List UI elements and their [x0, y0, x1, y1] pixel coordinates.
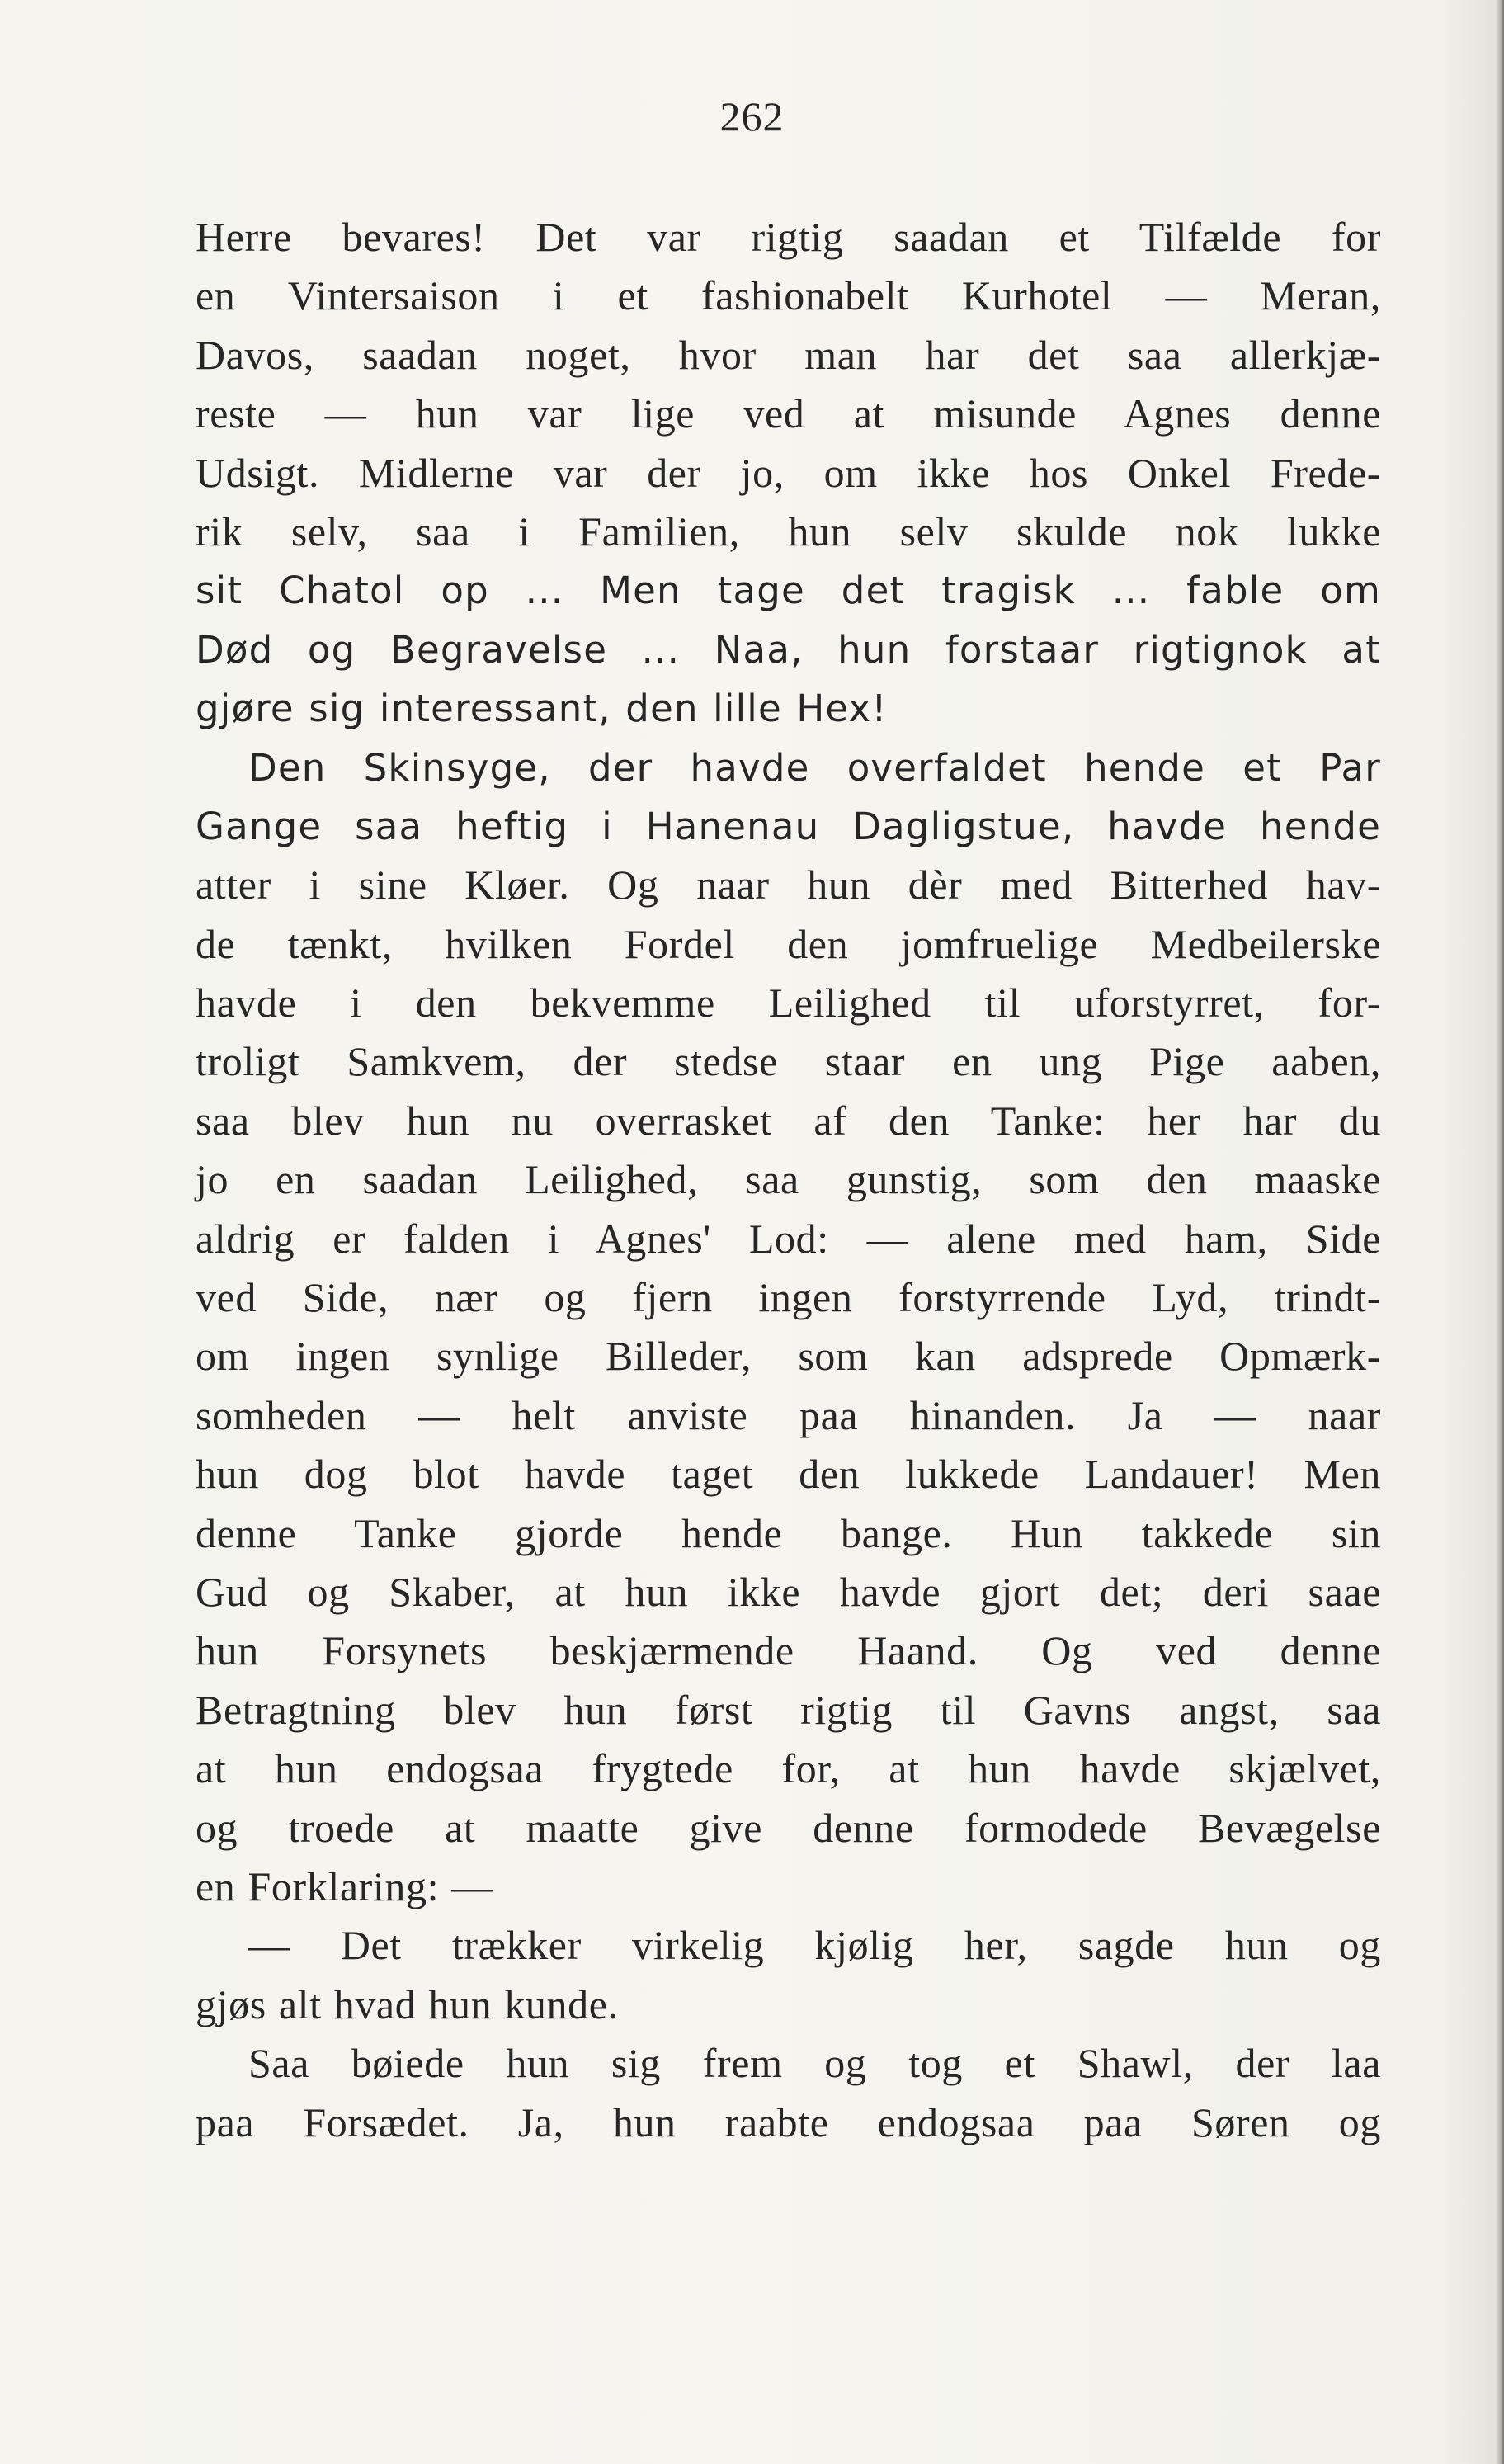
text-line: og troede at maatte give denne formodede Bevægelse: [196, 1804, 1381, 1851]
text-line: Udsigt. Midlerne var der jo, om ikke hos Onkel Frede-: [196, 449, 1381, 496]
text-line: troligt Samkvem, der stedse staar en ung Pige aaben,: [196, 1038, 1381, 1085]
text-line: jo en saadan Leilighed, saa gunstig, som den maaske: [196, 1156, 1381, 1203]
text-line: Den Skinsyge, der havde overfaldet hende et Par: [248, 745, 1381, 790]
text-line: reste — hun var lige ved at misunde Agnes denne: [196, 390, 1381, 437]
text-line: denne Tanke gjorde hende bange. Hun takkede sin: [196, 1509, 1381, 1556]
text-line: Død og Begravelse ... Naa, hun forstaar rigtignok at: [196, 627, 1381, 672]
text-line: saa blev hun nu overrasket af den Tanke: her har du: [196, 1097, 1381, 1144]
text-line: aldrig er falden i Agnes' Lod: — alene med ham, Side: [196, 1215, 1381, 1262]
text-line: Betragtning blev hun først rigtig til Gavns angst, saa: [196, 1686, 1381, 1733]
text-line: paa Forsædet. Ja, hun raabte endogsaa paa Søren og: [196, 2098, 1381, 2145]
text-line: gjøre sig interessant, den lille Hex!: [196, 687, 888, 731]
text-line: Gange saa heftig i Hanenau Dagligstue, havde hende: [196, 804, 1381, 848]
text-line: gjøs alt hvad hun kunde.: [196, 1980, 619, 2027]
text-line: Gud og Skaber, at hun ikke havde gjort det; deri saae: [196, 1568, 1381, 1615]
text-line: en Vintersaison i et fashionabelt Kurhotel — Meran,: [196, 272, 1381, 319]
text-line: Davos, saadan noget, hvor man har det saa allerkjæ-: [196, 331, 1381, 378]
text-line: hun dog blot havde taget den lukkede Landauer! Men: [196, 1451, 1381, 1498]
text-line: rik selv, saa i Familien, hun selv skulde nok lukke: [196, 507, 1381, 555]
text-line: sit Chatol op ... Men tage det tragisk ... fable om: [196, 569, 1381, 613]
text-line: om ingen synlige Billeder, som kan adsprede Opmærk-: [196, 1333, 1381, 1380]
text-line: havde i den bekvemme Leilighed til uforstyrret, for-: [196, 979, 1381, 1027]
text-line: hun Forsynets beskjærmende Haand. Og ved denne: [196, 1627, 1381, 1674]
text-line: ved Side, nær og fjern ingen forstyrrende Lyd, trindt-: [196, 1274, 1381, 1321]
text-line: Herre bevares! Det var rigtig saadan et Tilfælde for: [196, 214, 1381, 260]
page-number: 262: [719, 93, 785, 139]
text-line: somheden — helt anviste paa hinanden. Ja — naar: [196, 1391, 1381, 1438]
text-line: de tænkt, hvilken Fordel den jomfruelige Medbeilerske: [196, 920, 1381, 967]
text-line: Saa bøiede hun sig frem og tog et Shawl, der laa: [248, 2040, 1381, 2087]
text-line: — Det trækker virkelig kjølig her, sagde hun og: [248, 1922, 1381, 1969]
text-line: at hun endogsaa frygtede for, at hun havde skjælvet,: [196, 1745, 1381, 1792]
body-text: [196, 208, 1381, 2152]
text-line: en Forklaring: —: [196, 1862, 493, 1909]
page-edge-shadow: [1496, 0, 1504, 2464]
text-line: atter i sine Kløer. Og naar hun dèr med Bitterhed hav-: [196, 861, 1381, 909]
